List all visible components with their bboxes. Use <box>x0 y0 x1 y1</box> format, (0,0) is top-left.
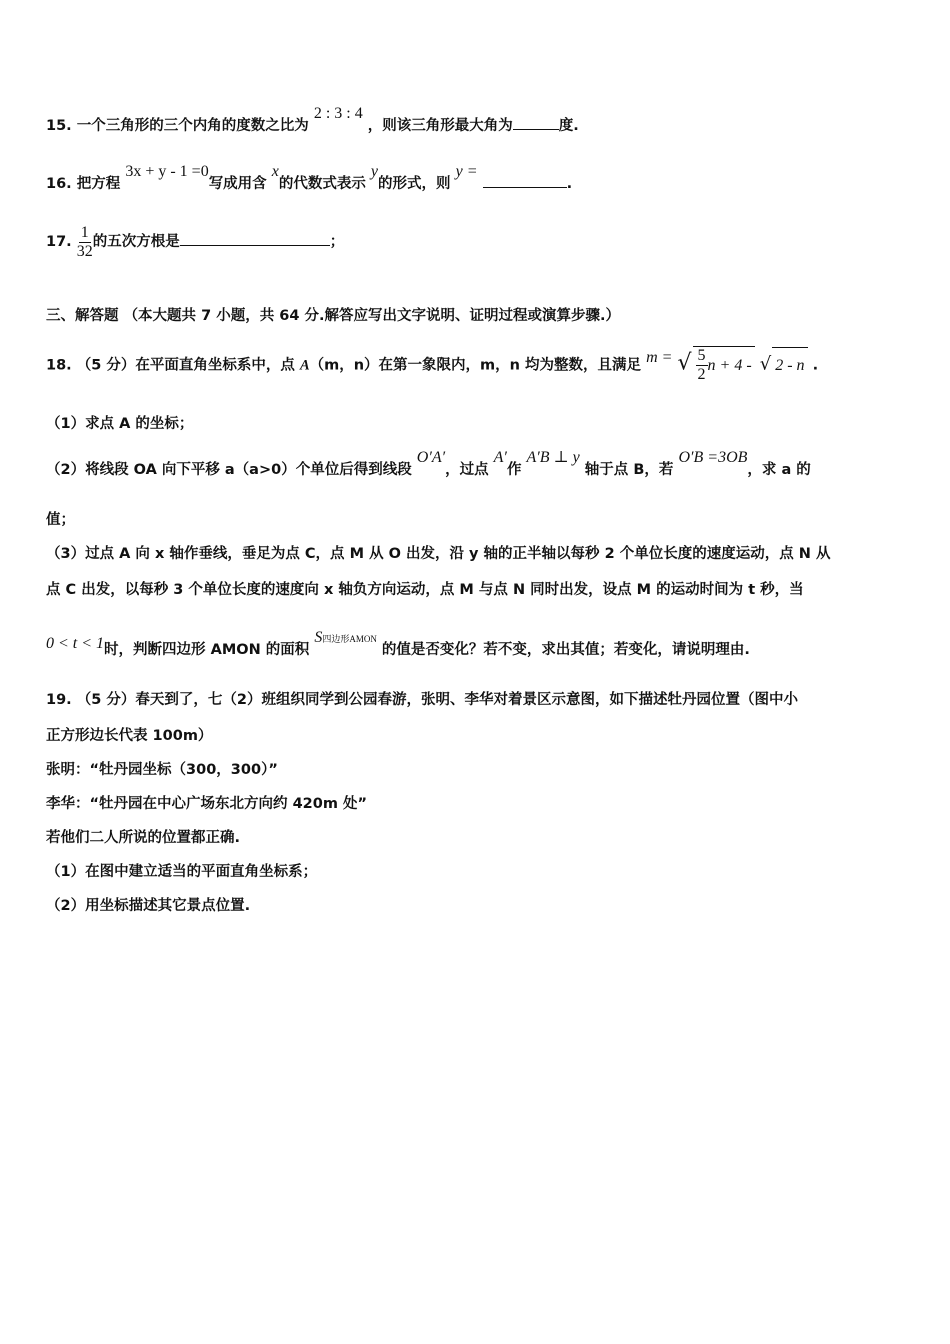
q18-sqrt-2-n: 2 - n <box>772 347 807 384</box>
question-17 <box>46 222 910 262</box>
q18-p2-text-c: 作 <box>506 462 522 478</box>
q19-line-1: 19. （5 分）春天到了，七（2）班组织同学到公园春游，张明、李华对着景区示意图，如下描述牡丹园位置（图中小 <box>46 692 798 708</box>
q17-text-a: 的五次方根是 <box>92 234 180 250</box>
q18-part-3-line-1: （3）过点 A 向 x 轴作垂线，垂足为点 C，点 M 从 O 出发，沿 y 轴的正半轴以每秒 2 个单位长度的速度运动，点 N 从 <box>46 546 831 562</box>
q15-text-a: 一个三角形的三个内角的度数之比为 <box>76 118 309 134</box>
q18-area-subscript: 四边形AMON <box>322 634 377 644</box>
q17-text-b: ； <box>329 234 345 250</box>
q18-area-s: S <box>314 629 323 646</box>
q19-line-2: 正方形边长代表 100m） <box>46 728 213 744</box>
q18-fraction-numerator: 5 <box>697 347 706 364</box>
section-3-title: 三、解答题 <box>46 308 119 324</box>
q16-var-y: y <box>370 163 379 180</box>
q18-p2-text-a: （2）将线段 OA 向下平移 a（a>0）个单位后得到线段 <box>46 462 412 478</box>
q18-segment-oa-prime: O′A′ <box>416 449 446 466</box>
q19-line-3: 张明：“牡丹园坐标（300，300）” <box>46 762 278 778</box>
sqrt-symbol-icon: √ <box>677 350 692 376</box>
q16-text-e: . <box>566 176 573 192</box>
question-18-head <box>46 346 910 384</box>
q18-coord-text: （m，n）在第一象限内，m，n 均为整数，且满足 <box>309 357 642 374</box>
q17-fraction <box>77 224 93 261</box>
q18-p2-text-d: 轴于点 B，若 <box>584 462 674 478</box>
q19-line-7: （2）用坐标描述其它景点位置. <box>46 898 251 914</box>
q15-number: 15. <box>46 118 72 134</box>
q18-part-2-continued: 值； <box>46 512 75 528</box>
q18-part-3-line-2: 点 C 出发，以每秒 3 个单位长度的速度向 x 轴负方向运动，点 M 与点 N 同时出发，设点 M 的运动时间为 t 秒，当 <box>46 582 804 598</box>
sqrt-symbol-icon-2: √ <box>759 353 772 375</box>
q16-var-x: x <box>271 163 279 180</box>
q18-ob-equation: O′B =3OB <box>678 449 748 466</box>
q18-end: . <box>812 357 819 374</box>
q18-fraction <box>696 347 708 384</box>
section-3-header <box>46 306 910 326</box>
q18-head-text: 18. （5 分）在平面直角坐标系中，点 <box>46 357 295 374</box>
q19-line-4: 李华：“牡丹园在中心广场东北方向约 420m 处” <box>46 796 368 812</box>
q16-text-a: 把方程 <box>76 176 121 192</box>
q19-line-5: 若他们二人所说的位置都正确. <box>46 830 241 846</box>
q18-p3-text-c: 时，判断四边形 AMON 的面积 <box>104 642 310 658</box>
q16-y-equals: y = <box>455 163 478 180</box>
q18-perpendicular: A′B ⊥ y <box>526 449 580 466</box>
q18-point-a: A <box>299 357 310 374</box>
q16-text-d: 的形式，则 <box>378 176 451 192</box>
q16-text-c: 的代数式表示 <box>278 176 366 192</box>
q16-text-b: 写成用含 <box>208 176 267 192</box>
q15-answer-blank <box>513 117 559 130</box>
q17-answer-blank <box>180 233 330 246</box>
q18-p3-text-d: 的值是否变化？若不变，求出其值；若变化，请说明理由. <box>381 642 750 658</box>
q18-m-equals: m = <box>646 348 673 366</box>
q15-text-b: ，则该三角形最大角为 <box>367 118 513 134</box>
q18-point-a-prime: A′ <box>493 449 507 466</box>
q16-equation: 3x + y - 1 =0 <box>125 163 209 180</box>
q18-expr-after-fraction: n + 4 - <box>707 356 752 374</box>
q18-area-symbol <box>314 629 377 646</box>
q18-p2-text-e: ，求 a 的 <box>747 462 811 478</box>
q18-inequality: 0 < t < 1 <box>46 635 105 652</box>
q19-line-6: （1）在图中建立适当的平面直角坐标系； <box>46 864 318 880</box>
q18-part-3-line-3 <box>46 629 910 661</box>
q18-fraction-denominator: 2 <box>697 366 706 383</box>
question-16 <box>46 163 910 194</box>
q17-fraction-numerator: 1 <box>80 223 89 241</box>
q16-answer-blank <box>483 175 567 188</box>
q18-part-1: （1）求点 A 的坐标； <box>46 416 194 432</box>
section-3-description: （本大题共 7 小题，共 64 分.解答应写出文字说明、证明过程或演算步骤.） <box>123 308 621 324</box>
q17-number: 17. <box>46 234 72 250</box>
q17-fraction-denominator: 32 <box>76 242 93 260</box>
q15-ratio: 2 : 3 : 4 <box>313 105 363 122</box>
q18-p2-text-b: ，过点 <box>445 462 489 478</box>
question-15 <box>46 105 910 136</box>
q16-number: 16. <box>46 176 72 192</box>
q18-part-2-line <box>46 449 910 480</box>
q15-text-c: 度. <box>558 118 579 134</box>
